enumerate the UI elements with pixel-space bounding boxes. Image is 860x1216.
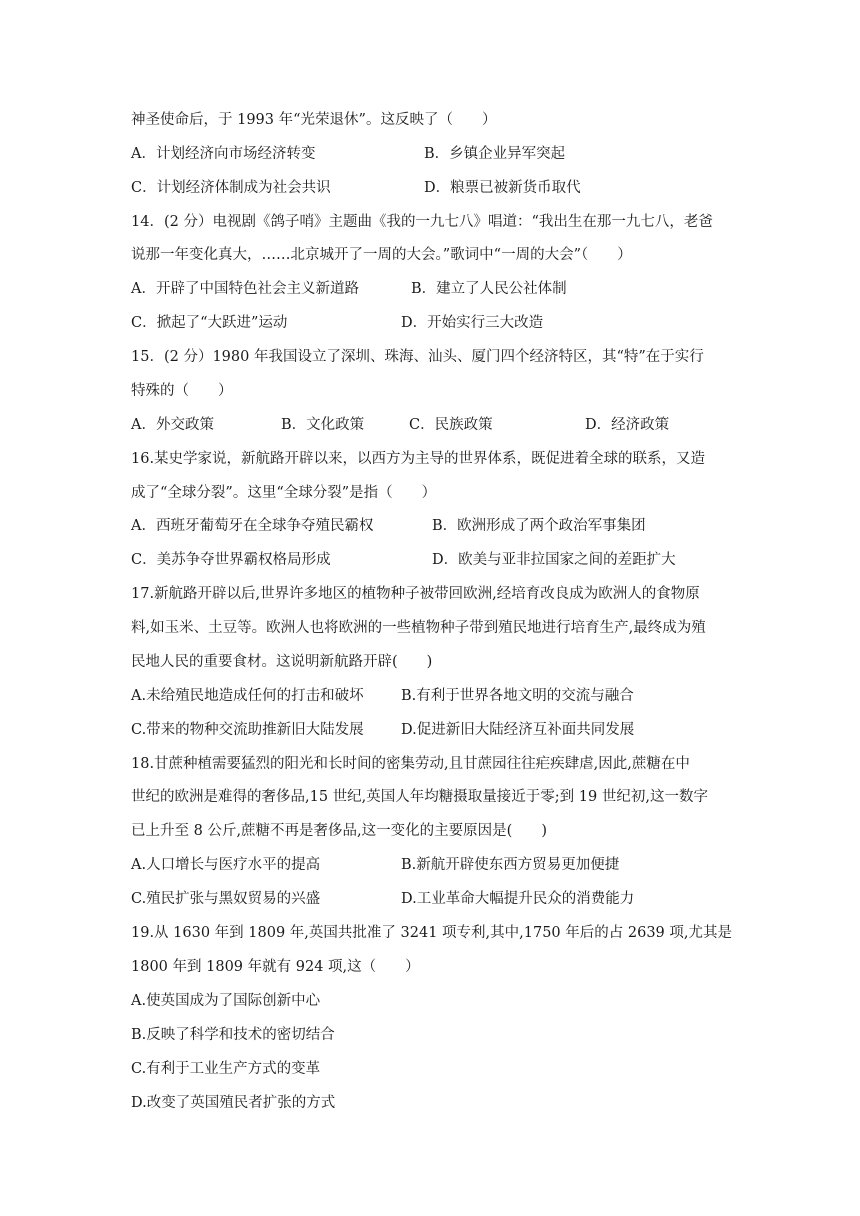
q16-stem-line-2: 成了“全球分裂”。这里“全球分裂”是指（ ） bbox=[131, 485, 437, 501]
q17-stem-line-3: 民地人民的重要食材。这说明新航路开辟( ) bbox=[131, 654, 433, 670]
q19-option-d: D.改变了英国殖民者扩张的方式 bbox=[131, 1095, 336, 1111]
q14-stem-line-2: 说那一年变化真大，……北京城开了一周的大会。”歌词中“一周的大会”（ ） bbox=[131, 247, 632, 263]
q19-option-c: C.有利于工业生产方式的变革 bbox=[131, 1061, 321, 1077]
q19-option-b: B.反映了科学和技术的密切结合 bbox=[131, 1027, 335, 1043]
q19-stem-line-1: 19.从 1630 年到 1809 年,英国共批准了 3241 项专利,其中,1750 年后的占 2639 项,尤其是 bbox=[131, 925, 732, 941]
q18-stem-line-3: 已上升至 8 公斤,蔗糖不再是奢侈品,这一变化的主要原因是( ) bbox=[131, 823, 547, 839]
q17-option-c: C.带来的物种交流助推新旧大陆发展 bbox=[131, 722, 364, 738]
q16-option-a: A．西班牙葡萄牙在全球争夺殖民霸权 bbox=[131, 518, 374, 534]
q14-option-a: A．开辟了中国特色社会主义新道路 bbox=[131, 281, 359, 297]
q13-option-c: C．计划经济体制成为社会共识 bbox=[131, 180, 331, 196]
q15-option-d: D．经济政策 bbox=[585, 417, 670, 433]
q19-stem-line-2: 1800 年到 1809 年就有 924 项,这（ ） bbox=[131, 959, 420, 975]
q15-stem-line-2: 特殊的（ ） bbox=[131, 383, 233, 399]
q15-option-b: B．文化政策 bbox=[281, 417, 365, 433]
q18-option-c: C.殖民扩张与黑奴贸易的兴盛 bbox=[131, 891, 321, 907]
q13-option-a: A．计划经济向市场经济转变 bbox=[131, 146, 316, 162]
q14-option-c: C．掀起了“大跃进”运动 bbox=[131, 315, 288, 331]
q14-option-d: D．开始实行三大改造 bbox=[401, 315, 544, 331]
q19-option-a: A.使英国成为了国际创新中心 bbox=[131, 993, 321, 1009]
q13-option-b: B．乡镇企业异军突起 bbox=[424, 146, 566, 162]
q18-option-b: B.新航开辟使东西方贸易更加便捷 bbox=[401, 857, 620, 873]
q18-stem-line-2: 世纪的欧洲是难得的奢侈品,15 世纪,英国人年均糖摄取量接近于零;到 19 世纪初,这一数字 bbox=[131, 789, 708, 805]
q13-option-d: D．粮票已被新货币取代 bbox=[424, 180, 581, 196]
q17-option-d: D.促进新旧大陆经济互补面共同发展 bbox=[401, 722, 635, 738]
q17-stem-line-2: 料,如玉米、土豆等。欧洲人也将欧洲的一些植物种子带到殖民地进行培育生产,最终成为殖 bbox=[131, 620, 706, 636]
q14-stem-line-1: 14．(2 分）电视剧《鸽子哨》主题曲《我的一九七八》唱道：“我出生在那一九七八，老爸 bbox=[131, 214, 713, 230]
q16-option-d: D．欧美与亚非拉国家之间的差距扩大 bbox=[432, 552, 676, 568]
q15-option-c: C．民族政策 bbox=[409, 417, 493, 433]
q17-option-a: A.未给殖民地造成任何的打击和破坏 bbox=[131, 688, 364, 704]
q17-option-b: B.有利于世界各地文明的交流与融合 bbox=[401, 688, 634, 704]
q14-option-b: B．建立了人民公社体制 bbox=[411, 281, 567, 297]
q16-option-c: C．美苏争夺世界霸权格局形成 bbox=[131, 552, 331, 568]
q16-stem-line-1: 16.某史学家说，新航路开辟以来，以西方为主导的世界体系，既促进着全球的联系，又造 bbox=[131, 451, 706, 467]
q16-option-b: B．欧洲形成了两个政治军事集团 bbox=[432, 518, 646, 534]
q18-option-d: D.工业革命大幅提升民众的消费能力 bbox=[401, 891, 635, 907]
q13-stem-line: 神圣使命后，于 1993 年“光荣退休”。这反映了（ ） bbox=[131, 112, 497, 128]
q15-stem-line-1: 15．(2 分）1980 年我国设立了深圳、珠海、汕头、厦门四个经济特区，其“特”在于实行 bbox=[131, 349, 704, 365]
q17-stem-line-1: 17.新航路开辟以后,世界许多地区的植物种子被带回欧洲,经培育改良成为欧洲人的食物原 bbox=[131, 586, 700, 602]
q18-option-a: A.人口增长与医疗水平的提高 bbox=[131, 857, 321, 873]
q18-stem-line-1: 18.甘蔗种植需要猛烈的阳光和长时间的密集劳动,且甘蔗园往往疟疾肆虐,因此,蔗糖在中 bbox=[131, 756, 690, 772]
q15-option-a: A．外交政策 bbox=[131, 417, 214, 433]
